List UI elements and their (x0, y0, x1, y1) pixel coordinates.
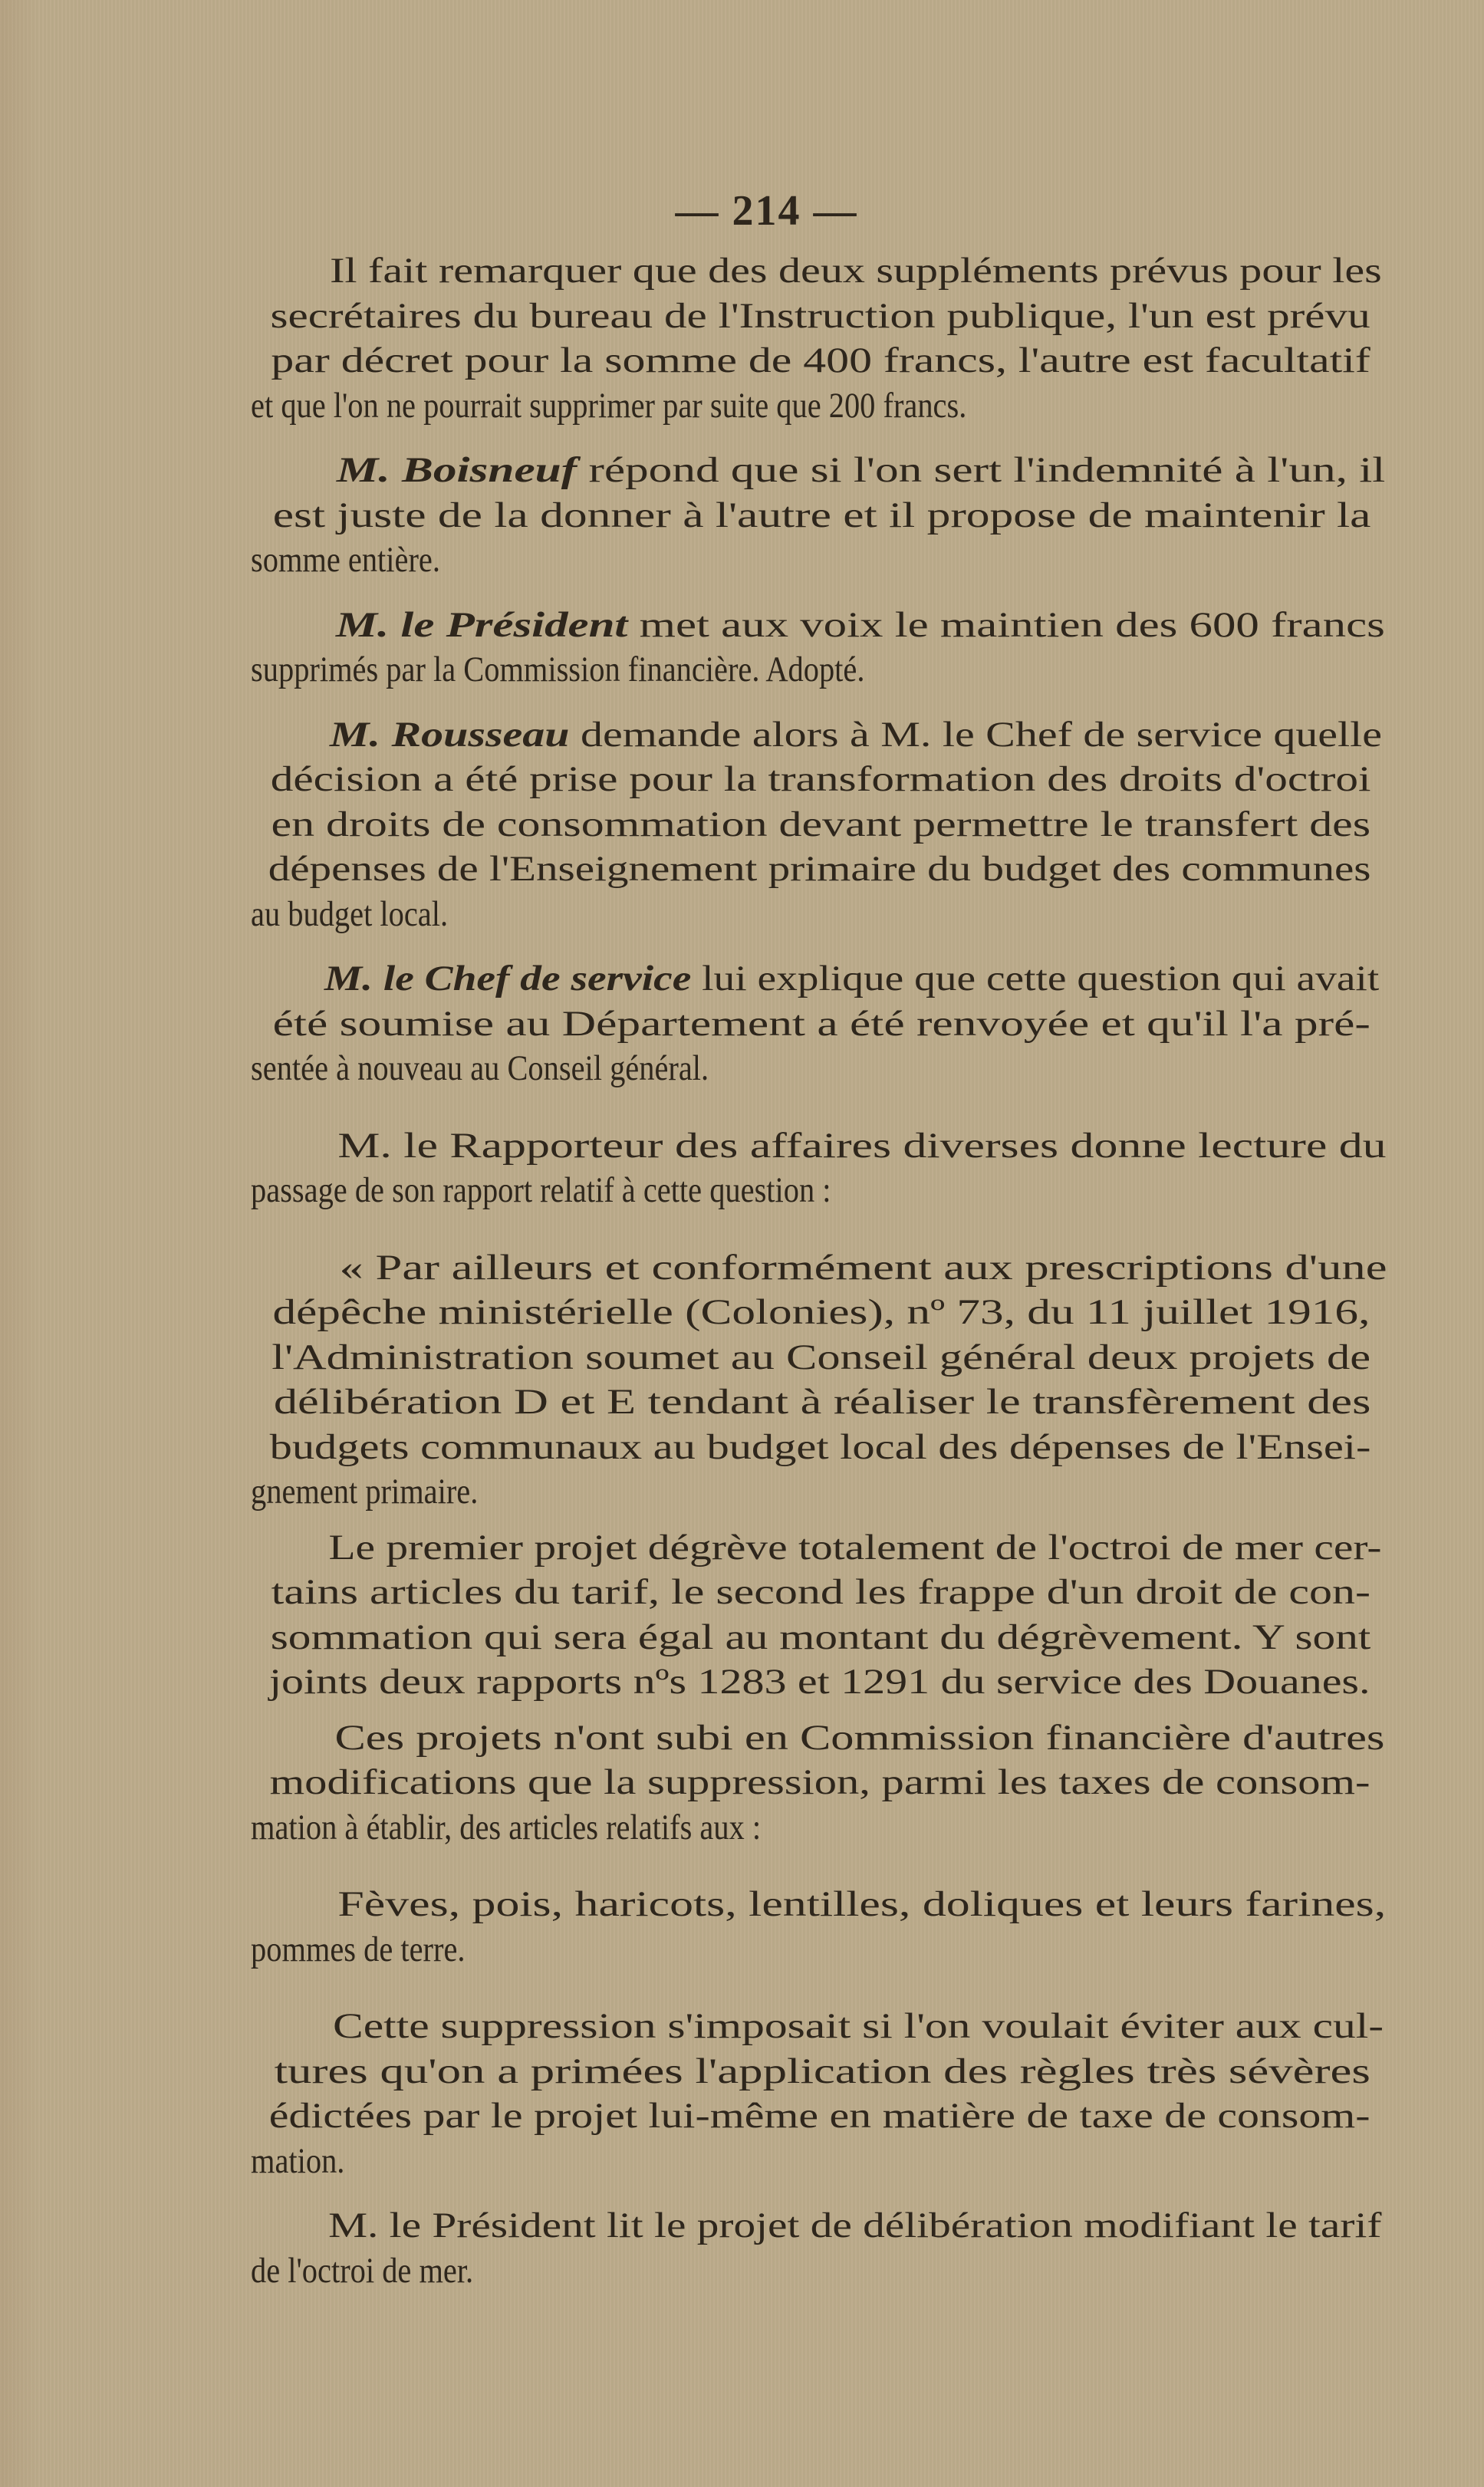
paragraph-articles-list (209, 1882, 1387, 1972)
text-line: tains articles du tarif, le second les frappe d'un droit de con- (271, 1572, 1371, 1612)
text-line: M. le Président lit le projet de délibération modifiant le tarif (328, 2206, 1382, 2245)
paragraph-boisneuf (209, 448, 1386, 583)
text-line: au budget local. (251, 893, 449, 934)
paragraph-rousseau (209, 712, 1383, 937)
text-line: dépêche ministérielle (Colonies), nº 73, du 11 juillet 1916, (272, 1292, 1370, 1332)
text-line: est juste de la donner à l'autre et il propose de maintenir la (272, 495, 1371, 535)
text-line: Cette suppression s'imposait si l'on voulait éviter aux cul- (333, 2006, 1384, 2046)
text-line: budgets communaux au budget local des dépenses de l'Ensei- (269, 1426, 1371, 1467)
text-line: édictées par le projet lui-même en matière de taxe de consom- (268, 2096, 1370, 2136)
text-line: en droits de consommation devant permettre le transfert des (271, 804, 1371, 844)
text-line: mation. (251, 2140, 345, 2181)
paragraph-rapporteur (209, 1123, 1387, 1213)
speaker-text: met aux voix le maintien des 600 francs (627, 604, 1385, 645)
speaker-name: M. Rousseau (329, 714, 570, 755)
text-line: dépenses de l'Enseignement primaire du budget des communes (268, 849, 1371, 889)
text-line (209, 956, 1379, 1002)
text-line: Fèves, pois, haricots, lentilles, doliques et leurs farines, (337, 1884, 1387, 1924)
text-line: passage de son rapport relatif à cette question : (251, 1170, 831, 1210)
text-line: mation à établir, des articles relatifs aux : (251, 1807, 762, 1847)
text-line: secrétaires du bureau de l'Instruction publique, l'un est prévu (270, 295, 1370, 336)
text-line: gnement primaire. (251, 1472, 479, 1512)
text-line: l'Administration soumet au Conseil général deux projets de (271, 1337, 1371, 1377)
text-line: joints deux rapports nºs 1283 et 1291 du service des Douanes. (268, 1662, 1370, 1702)
page-number: — 214 — (675, 187, 858, 235)
text-line: « Par ailleurs et conformément aux prescriptions d'une (339, 1247, 1387, 1288)
paragraph-supplements (209, 248, 1382, 428)
text-line: Ces projets n'ont subi en Commission financière d'autres (334, 1717, 1385, 1758)
speaker-name: M. Boisneuf (336, 450, 577, 490)
text-line: Il fait remarquer que des deux suppléments prévus pour les (330, 251, 1382, 291)
text-line: sommation qui sera égal au montant du dégrèvement. Y sont (270, 1617, 1371, 1657)
text-line (209, 448, 1385, 493)
text-line: décision a été prise pour la transformation des droits d'octroi (270, 759, 1371, 799)
text-line: M. le Rapporteur des affaires diverses donne lecture du (337, 1125, 1387, 1166)
speaker-text: demande alors à M. le Chef de service quelle (569, 714, 1383, 755)
paragraph-premier-projet (209, 1525, 1382, 1705)
text-line: par décret pour la somme de 400 francs, l'autre est facultatif (271, 340, 1370, 380)
speaker-text: lui explique que cette question qui avait (691, 959, 1380, 998)
text-line: de l'octroi de mer. (251, 2250, 474, 2291)
paragraph-president-vote (209, 603, 1385, 692)
paragraph-president-lit (209, 2203, 1382, 2293)
speaker-text: répond que si l'on sert l'indemnité à l'un, il (577, 450, 1386, 490)
speaker-name: M. le Chef de service (324, 959, 692, 998)
text-line: délibération D et E tendant à réaliser le transfèrement des (273, 1382, 1371, 1422)
text-line: Le premier projet dégrève totalement de l'octroi de mer cer- (328, 1527, 1382, 1568)
text-line: modifications que la suppression, parmi les taxes de consom- (269, 1762, 1370, 1802)
speaker-name: M. le Président (335, 604, 628, 645)
text-line: été soumise au Département a été renvoyée et qu'il l'a pré- (272, 1003, 1370, 1044)
text-line: somme entière. (251, 540, 440, 580)
text-line: tures qu'on a primées l'application des règles très sévères (274, 2051, 1370, 2091)
text-line (209, 603, 1385, 648)
paragraph-modifications (209, 1716, 1385, 1850)
page-text-block (209, 184, 1387, 2293)
text-line: sentée à nouveau au Conseil général. (251, 1048, 709, 1088)
paragraph-quote-depeche (209, 1245, 1387, 1515)
text-line: pommes de terre. (251, 1929, 466, 1969)
paragraph-suppression (209, 2004, 1384, 2183)
paragraph-chef-service (209, 956, 1380, 1091)
text-line: et que l'on ne pourrait supprimer par suite que 200 francs. (251, 385, 967, 426)
text-line (209, 712, 1382, 758)
text-line: supprimés par la Commission financière. Adopté. (251, 650, 865, 689)
